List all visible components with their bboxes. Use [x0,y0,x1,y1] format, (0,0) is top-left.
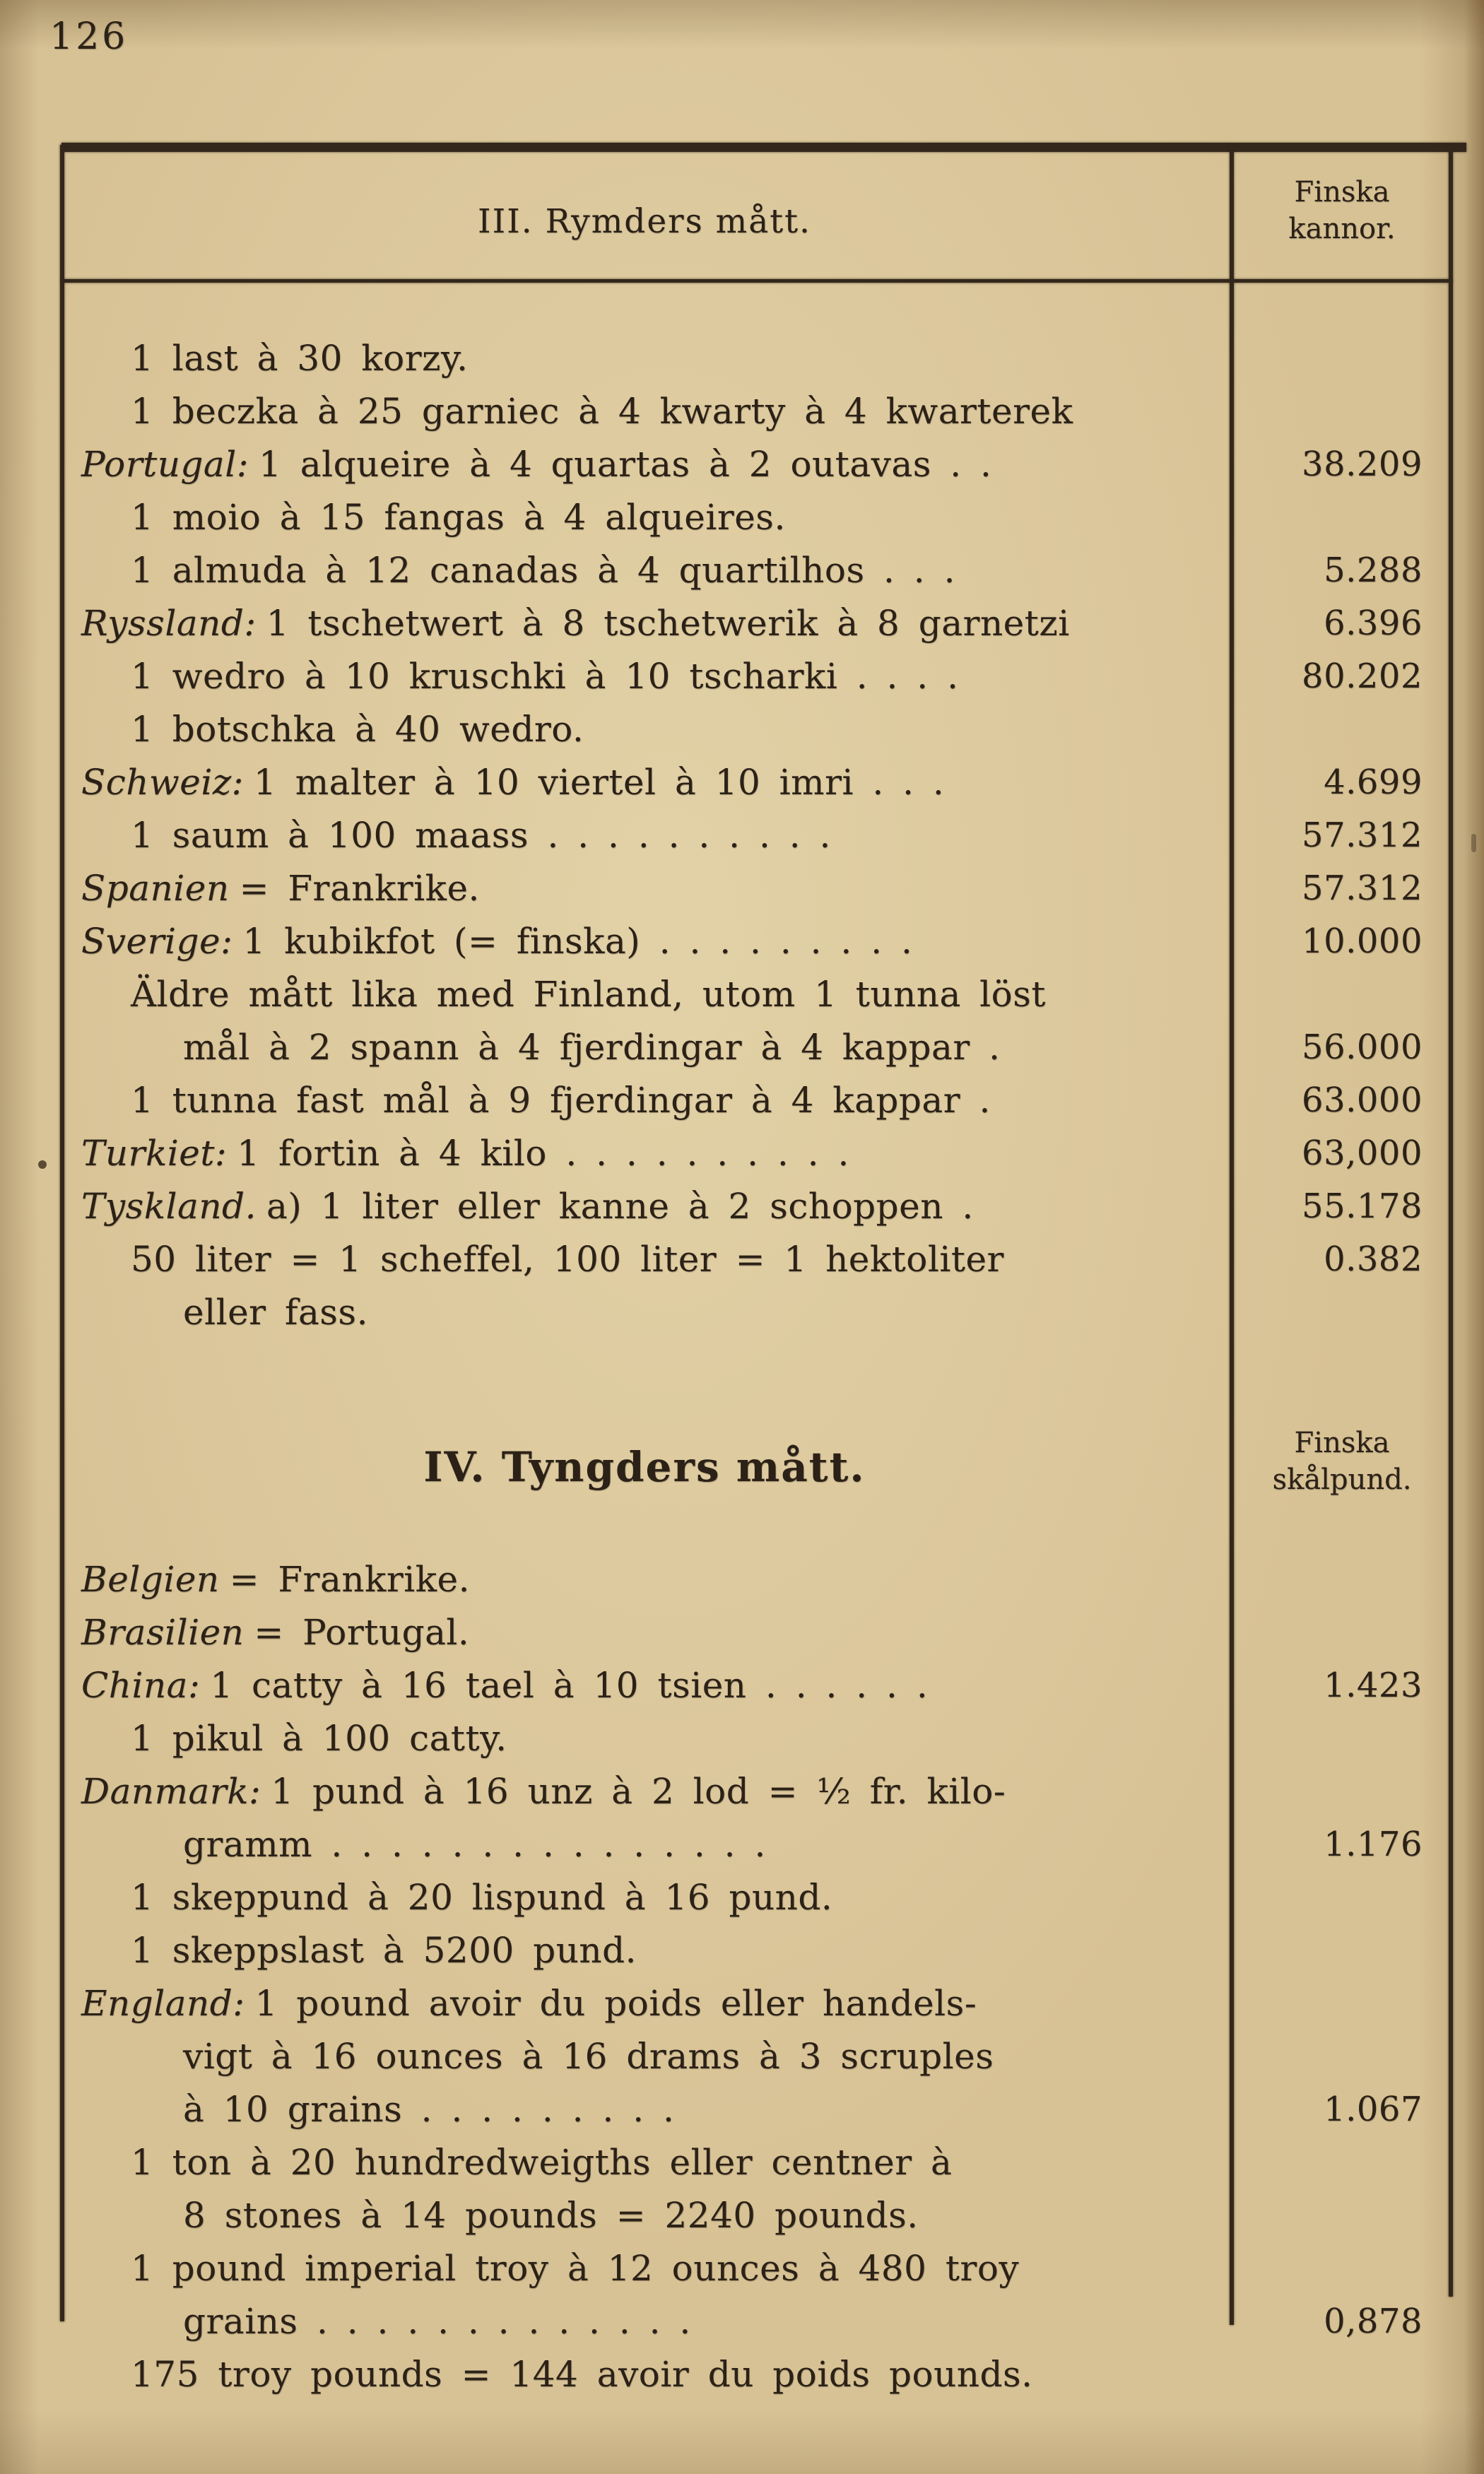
table-row [61,1977,1452,2030]
row-value: 6.396 [1324,603,1423,643]
row-text: Äldre mått lika med Finland, utom 1 tunna löst [131,974,1047,1015]
table-row [61,2189,1452,2242]
ink-speck [38,1160,47,1169]
row-text: 1 tunna fast mål à 9 fjerdingar à 4 kappar . [131,1080,991,1121]
table-row [61,1180,1452,1233]
unit3-line2: kannor. [1288,213,1396,245]
row-country-label: Tyskland. [81,1186,257,1227]
table-row [61,1233,1452,1286]
table-row [61,703,1452,756]
table-row [61,862,1452,915]
row-text: Schweiz: 1 malter à 10 viertel à 10 imri . . . [81,762,945,803]
row-text: grains . . . . . . . . . . . . . [183,2301,691,2342]
row-country-label: England: [81,1983,245,2024]
row-value: 0.382 [1324,1239,1423,1279]
row-value: 5.288 [1324,550,1423,590]
row-country-label: Spanien [81,868,230,909]
section3-title: III. Rymders mått. [478,202,811,241]
row-country-label: Ryssland: [81,603,257,644]
row-country-label: Turkiet: [81,1133,228,1174]
row-text: 175 troy pounds = 144 avoir du poids pounds. [131,2354,1033,2395]
row-text: 1 beczka à 25 garniec à 4 kwarty à 4 kwarterek [131,391,1073,432]
row-text: 1 botschka à 40 wedro. [131,709,584,750]
row-text: à 10 grains . . . . . . . . . [183,2089,675,2130]
table-row [61,2295,1452,2348]
row-value [1211,2136,1452,2189]
row-text: Sverige: 1 kubikfot (= finska) . . . . . . . . . [81,921,913,962]
table-row [61,1765,1452,1818]
row-text: 1 almuda à 12 canadas à 4 quartilhos . . . [131,550,955,591]
header-divider-rule [61,279,1452,283]
row-text: Ryssland: 1 tschetwert à 8 tschetwerik à 8 garnetzi [81,603,1070,644]
section4-title: IV. Tyngders mått. [423,1443,866,1491]
row-value: 1.423 [1324,1666,1423,1705]
row-value [1211,385,1452,438]
table-row [61,968,1452,1021]
row-country-label: Danmark: [81,1771,261,1812]
row-text: Spanien = Frankrike. [81,868,480,909]
row-text: vigt à 16 ounces à 16 drams à 3 scruples [183,2036,994,2077]
row-text: 50 liter = 1 scheffel, 100 liter = 1 hektoliter [131,1239,1004,1280]
table-row [61,1712,1452,1765]
row-value: 0,878 [1324,2302,1423,2341]
table-row [61,1871,1452,1924]
table-row [61,2030,1452,2083]
row-text: 1 wedro à 10 kruschki à 10 tscharki . . . . [131,656,959,697]
row-value [1211,2030,1452,2083]
row-text: 1 last à 30 korzy. [131,338,469,379]
row-value: 38.209 [1302,444,1423,484]
row-text: mål à 2 spann à 4 fjerdingar à 4 kappar . [183,1027,1001,1068]
row-text: 1 skeppslast à 5200 pund. [131,1930,637,1971]
unit4-line1: Finska [1294,1427,1390,1459]
row-text: 1 skeppund à 20 lispund à 16 pund. [131,1877,833,1918]
row-value [1211,2189,1452,2242]
row-text: gramm . . . . . . . . . . . . . . . [183,1824,766,1865]
row-value: 55.178 [1302,1186,1423,1226]
row-value [1211,1553,1452,1606]
row-value: 57.312 [1302,815,1423,855]
row-value [1211,1977,1452,2030]
row-text: Danmark: 1 pund à 16 unz à 2 lod = ½ fr. kilo- [81,1771,1006,1812]
row-value: 10.000 [1302,921,1423,961]
row-text: 1 saum à 100 maass . . . . . . . . . . [131,815,831,856]
ink-speck [1471,834,1476,852]
table-row [61,2348,1452,2401]
row-text: China: 1 catty à 16 tael à 10 tsien . . . . . . [81,1665,929,1706]
row-value [1211,703,1452,756]
section3-rows [61,332,1452,1339]
section4-unit-header [1233,1425,1451,1498]
section4-rows [61,1553,1452,2401]
row-value: 4.699 [1324,762,1423,802]
row-country-label: Belgien [81,1559,220,1600]
table-row [61,809,1452,862]
row-value [1211,1606,1452,1659]
row-value: 1.067 [1324,2090,1423,2129]
row-text: Portugal: 1 alqueire à 4 quartas à 2 outavas . . [81,444,992,485]
row-country-label: Schweiz: [81,762,245,803]
row-value [1211,1924,1452,1977]
table-row [61,1127,1452,1180]
row-country-label: Brasilien [81,1612,245,1653]
row-text: Brasilien = Portugal. [81,1612,470,1653]
row-text: 1 pikul à 100 catty. [131,1718,507,1759]
row-text: Tyskland. a) 1 liter eller kanne à 2 schoppen . [81,1186,974,1227]
row-text: 1 ton à 20 hundredweigths eller centner à [131,2142,953,2183]
row-text: 8 stones à 14 pounds = 2240 pounds. [183,2195,919,2236]
unit3-line1: Finska [1294,176,1390,208]
row-value [1211,2242,1452,2295]
page-number: 126 [49,16,129,58]
table-row [61,1553,1452,1606]
row-value [1211,491,1452,544]
table-row [61,1021,1452,1074]
unit4-line2: skålpund. [1272,1463,1412,1496]
table-row [61,756,1452,809]
row-value: 1.176 [1324,1825,1423,1864]
row-country-label: Sverige: [81,921,233,962]
table-top-rule [61,143,1466,152]
table-row [61,1818,1452,1871]
row-text: Turkiet: 1 fortin à 4 kilo . . . . . . . . . . [81,1133,849,1174]
table-row [61,1286,1452,1339]
table-row [61,385,1452,438]
row-value [1211,1765,1452,1818]
row-text: Belgien = Frankrike. [81,1559,470,1600]
table-row [61,438,1452,491]
table-row [61,2136,1452,2189]
row-value [1211,1286,1452,1339]
table-row [61,1606,1452,1659]
table-row [61,597,1452,650]
row-value [1211,332,1452,385]
row-value: 80.202 [1302,656,1423,696]
row-value [1211,2348,1452,2401]
table-row [61,1924,1452,1977]
row-value [1211,968,1452,1021]
row-text: eller fass. [183,1292,368,1333]
row-value [1211,1712,1452,1765]
table-row [61,2242,1452,2295]
row-value: 63.000 [1302,1080,1423,1120]
row-text: England: 1 pound avoir du poids eller handels- [81,1983,977,2024]
row-value: 57.312 [1302,868,1423,908]
row-text: 1 pound imperial troy à 12 ounces à 480 troy [131,2248,1020,2289]
table-row [61,544,1452,597]
row-value: 56.000 [1302,1027,1423,1067]
section3-unit-header [1233,174,1451,247]
row-country-label: China: [81,1665,201,1706]
table-row [61,332,1452,385]
table-row [61,1659,1452,1712]
table-row [61,491,1452,544]
table-row [61,915,1452,968]
table-row [61,1074,1452,1127]
row-value: 63,000 [1302,1133,1423,1173]
row-country-label: Portugal: [81,444,249,485]
table-row [61,650,1452,703]
table-row [61,2083,1452,2136]
row-value [1211,1871,1452,1924]
row-text: 1 moio à 15 fangas à 4 alqueires. [131,497,786,538]
